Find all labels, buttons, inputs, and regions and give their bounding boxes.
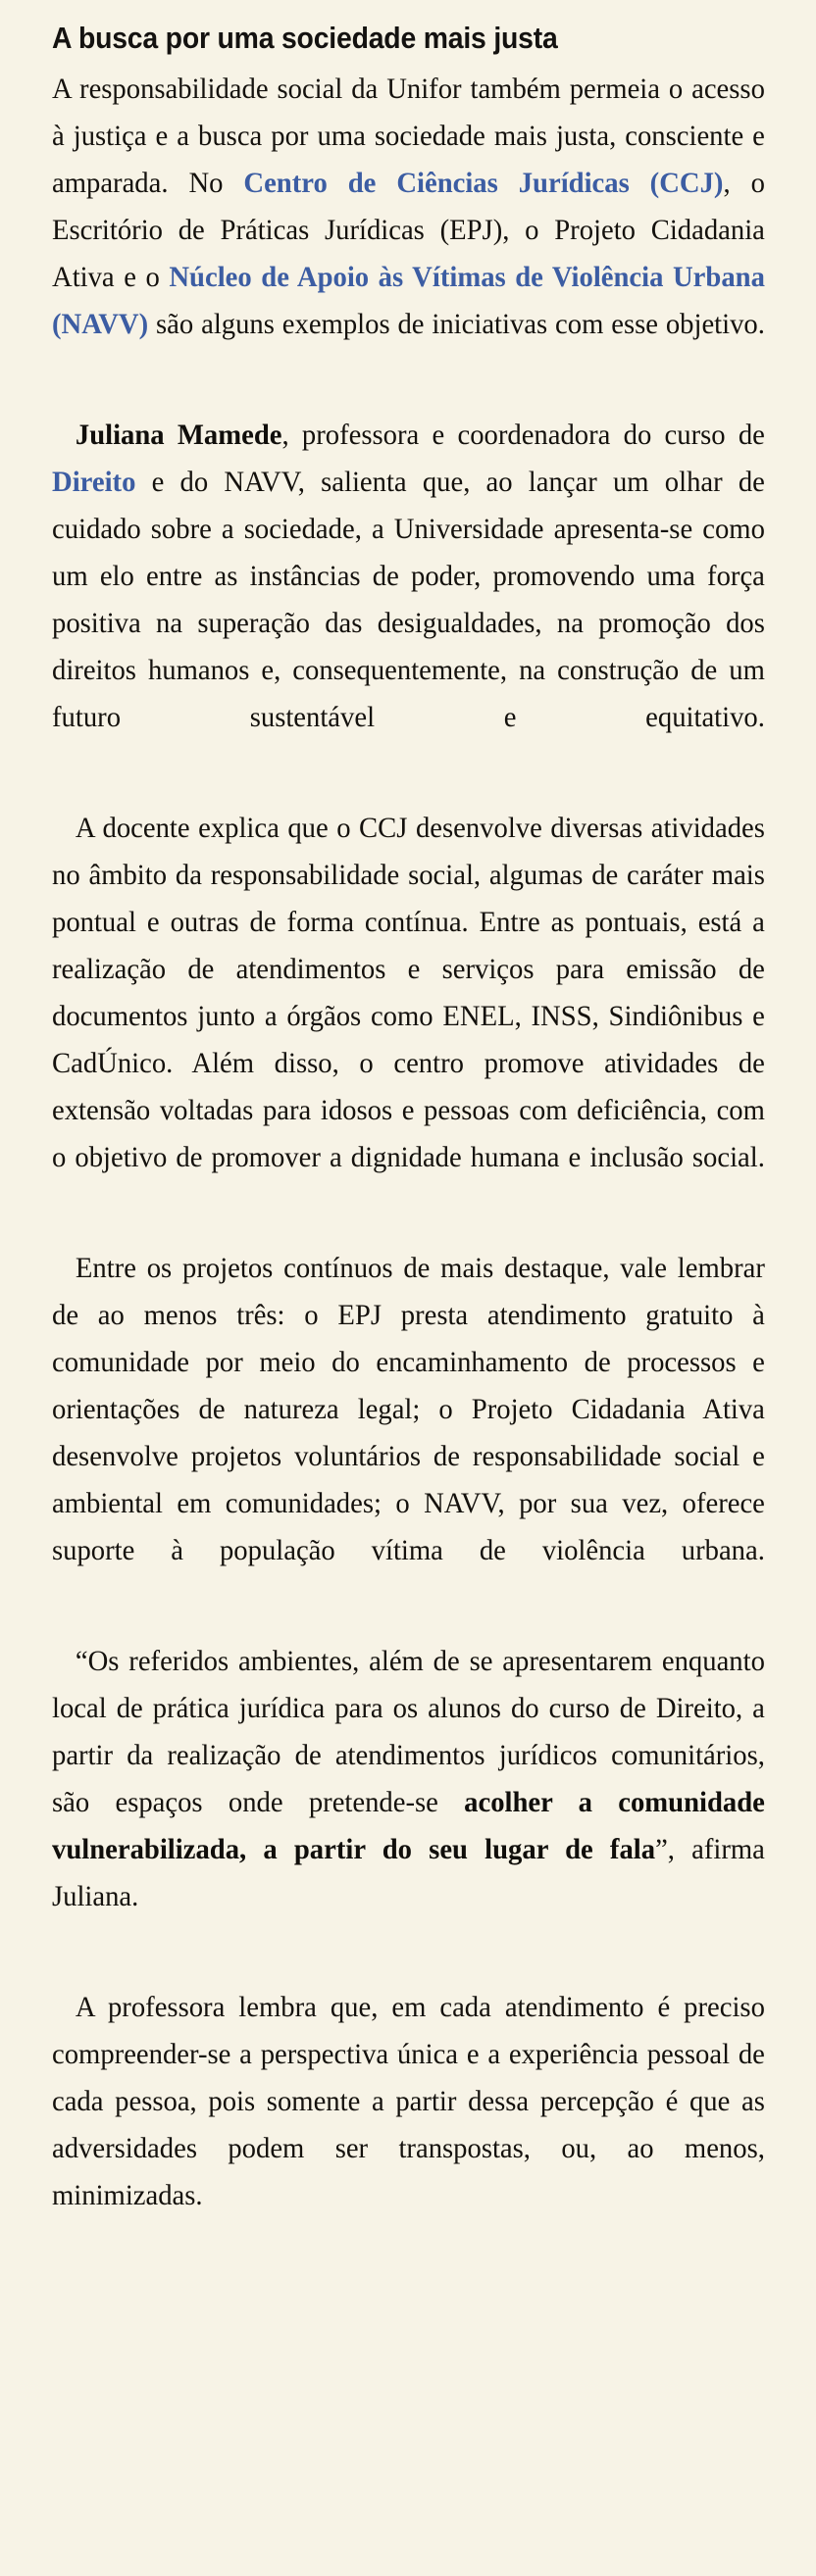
bold-text-run: Juliana Mamede bbox=[75, 419, 282, 451]
text-run: “Os referidos ambientes, além de se apresentarem enquanto local de prática jurídica para os alunos do curso de Direito, a partir da realização de atendimentos jurídicos comunitários, são espaços onde pretende-se bbox=[52, 1645, 765, 1818]
text-run: Entre os projetos contínuos de mais destaque, vale lembrar de ao menos três: o EPJ presta atendimento gratuito à comunidade por meio do encaminhamento de processos e orientações de natureza legal; o Projeto Cidadania Ativa desenvolve projetos voluntários de responsabilidade social e ambiental em comunidades; o NAVV, por sua vez, oferece suporte à população vítima de violência urbana. bbox=[52, 1252, 765, 1566]
accent-text-run: Núcleo de Apoio às Vítimas de Violência Urbana (NAVV) bbox=[52, 261, 765, 340]
article-paragraph bbox=[52, 412, 765, 788]
text-run: , professora e coordenadora do curso de bbox=[281, 419, 765, 451]
article-paragraph bbox=[52, 66, 765, 395]
accent-text-run: Centro de Ciências Jurídicas (CCJ) bbox=[243, 167, 724, 199]
text-run: ”, afirma Juliana. bbox=[52, 1833, 765, 1912]
text-run: são alguns exemplos de iniciativas com esse objetivo. bbox=[148, 308, 765, 340]
accent-text-run: Direito bbox=[52, 466, 136, 498]
bold-text-run: acolher a comunidade vulnerabilizada, a partir do seu lugar de fala bbox=[52, 1786, 765, 1865]
text-run: A professora lembra que, em cada atendimento é preciso compreender-se a perspectiva única e a experiência pessoal de cada pessoa, pois somente a partir dessa percepção é que as adversidades podem ser transpostas, ou, ao menos, minimizadas. bbox=[52, 1991, 765, 2211]
text-run: , o Escritório de Práticas Jurídicas (EPJ), o Projeto Cidadania Ativa e o bbox=[52, 167, 765, 293]
article-headline: A busca por uma sociedade mais justa bbox=[52, 22, 558, 55]
article-paragraph bbox=[52, 1638, 765, 1967]
text-run: A docente explica que o CCJ desenvolve diversas atividades no âmbito da responsabilidade social, algumas de caráter mais pontual e outras de forma contínua. Entre as pontuais, está a realização de atendimentos e serviços para emissão de documentos junto a órgãos como ENEL, INSS, Sindiônibus e CadÚnico. Além disso, o centro promove atividades de extensão voltadas para idosos e pessoas com deficiência, com o objetivo de promover a dignidade humana e inclusão social. bbox=[52, 812, 765, 1173]
article-paragraph bbox=[52, 1984, 765, 2266]
article-body bbox=[52, 66, 765, 2266]
text-run: e do NAVV, salienta que, ao lançar um olhar de cuidado sobre a sociedade, a Universidade apresenta-se como um elo entre as instâncias de poder, promovendo uma força positiva na superação das desigualdades, na promoção dos direitos humanos e, consequentemente, na construção de um futuro sustentável e equitativo. bbox=[52, 466, 765, 733]
article-paragraph bbox=[52, 805, 765, 1228]
article-paragraph bbox=[52, 1245, 765, 1621]
text-run: A responsabilidade social da Unifor também permeia o acesso à justiça e a busca por uma sociedade mais justa, consciente e amparada. No bbox=[52, 73, 765, 199]
